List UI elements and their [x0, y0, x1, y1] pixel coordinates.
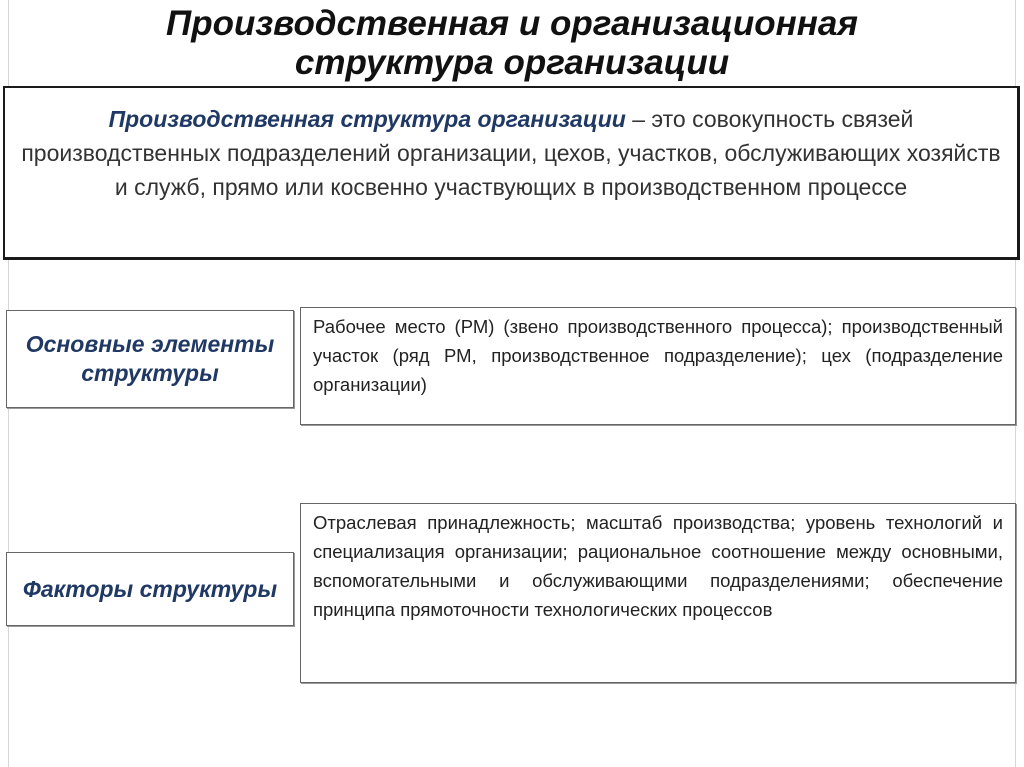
structure-factors-label-box — [6, 552, 294, 626]
main-elements-text: Рабочее место (РМ) (звено производственного процесса); производственный участок (ряд РМ, производственное подразделение); цех (подразделение организации) — [313, 316, 1003, 395]
structure-factors-text: Отраслевая принадлежность; масштаб производства; уровень технологий и специализация организации; рациональное соотношение между основными, вспомогательными и обслуживающими подразделениями; обеспечение принципа прямоточности технологических процессов — [313, 512, 1003, 620]
main-elements-label: Основные элементы структуры — [25, 331, 275, 386]
definition-box — [3, 86, 1020, 260]
definition-term: Производственная структура организации — [108, 106, 626, 132]
main-elements-label-box — [6, 310, 294, 408]
definition-text: – это совокупность связей производственных подразделений организации, цехов, участков, обслуживающих хозяйств и служб, прямо или косвенно участвующих в производственном процессе — [21, 106, 1001, 200]
slide-title — [0, 4, 1024, 82]
main-elements-content-box — [300, 307, 1016, 425]
structure-factors-content-box — [300, 503, 1016, 683]
slide-title-line-1: Производственная и организационная — [166, 4, 858, 43]
slide-title-line-2: структура организации — [294, 43, 730, 82]
structure-factors-label: Факторы структуры — [22, 575, 278, 602]
